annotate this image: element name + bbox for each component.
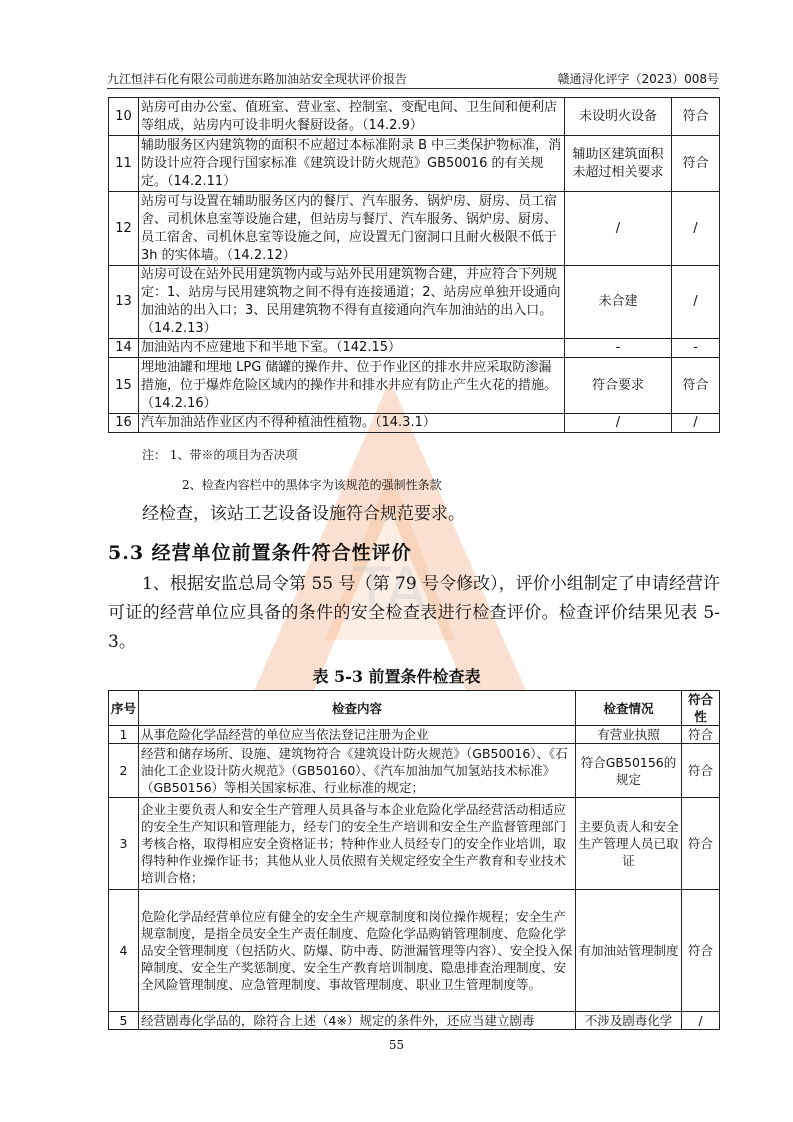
table-row [109, 1012, 720, 1030]
table-row [109, 339, 720, 358]
row-content: 汽车加油站作业区内不得种植油性植物。（14.3.1） [139, 414, 565, 433]
row-number: 10 [109, 98, 139, 136]
row-number: 11 [109, 136, 139, 192]
table-row [109, 744, 720, 798]
svg-text:TA: TA [353, 555, 427, 625]
precondition-table [108, 690, 720, 1030]
row-number: 16 [109, 414, 139, 433]
table-row [109, 358, 720, 414]
table-row [109, 98, 720, 136]
row-status: - [565, 339, 672, 358]
row-status: 符合GB50156的规定 [576, 744, 682, 798]
note-line-2: 2、检查内容栏中的黑体字为该规范的强制性条款 [182, 478, 442, 492]
row-result: / [672, 414, 720, 433]
row-result: 符合 [682, 890, 720, 1012]
table-header-row [109, 691, 720, 726]
row-status: 有营业执照 [576, 726, 682, 744]
row-result: - [672, 339, 720, 358]
row-content: 站房可与设置在辅助服务区内的餐厅、汽车服务、锅炉房、厨房、员工宿舍、司机休息室等设施合建，但站房与餐厅、汽车服务、锅炉房、厨房、员工宿舍、司机休息室等设施之间，应设置无门窗洞口且耐火极限不低于 3h 的实体墙。（14.2.12） [139, 192, 565, 266]
section-title: 5.3 经营单位前置条件符合性评价 [108, 542, 412, 564]
note-line-1: 注： 1、带※的项目为否决项 [142, 448, 298, 462]
inspection-table-continued [108, 97, 720, 433]
row-status: / [565, 414, 672, 433]
row-number: 13 [109, 266, 139, 339]
row-status: 不涉及剧毒化学 [576, 1012, 682, 1030]
row-number: 4 [109, 890, 139, 1012]
row-status: 未合建 [565, 266, 672, 339]
row-content: 经营和储存场所、设施、建筑物符合《建筑设计防火规范》（GB50016）、《石油化工企业设计防火规范》（GB50160）、《汽车加油加气加氢站技术标准》（GB50156）等相关国家标准、行业标准的规定； [139, 744, 576, 798]
table-row [109, 890, 720, 1012]
row-result: 符合 [672, 358, 720, 414]
inspection-table-body [109, 98, 720, 433]
row-content: 加油站内不应建地下和半地下室。（142.15） [139, 339, 565, 358]
page-number: 55 [388, 1038, 405, 1052]
row-result: 符合 [672, 136, 720, 192]
table-row [109, 726, 720, 744]
row-number: 15 [109, 358, 139, 414]
row-status: 符合要求 [565, 358, 672, 414]
row-status: 有加油站管理制度 [576, 890, 682, 1012]
table-row [109, 414, 720, 433]
table-row [109, 266, 720, 339]
row-number: 2 [109, 744, 139, 798]
table-row [109, 192, 720, 266]
row-content: 经营剧毒化学品的，除符合上述（4※）规定的条件外，还应当建立剧毒 [139, 1012, 576, 1030]
row-number: 1 [109, 726, 139, 744]
row-result: 符合 [682, 798, 720, 890]
header-status: 检查情况 [576, 691, 682, 726]
row-content: 埋地油罐和埋地 LPG 储罐的操作井、位于作业区的排水井应采取防渗漏措施，位于爆炸危险区域内的操作井和排水井应有防止产生火花的措施。（14.2.16） [139, 358, 565, 414]
row-content: 辅助服务区内建筑物的面积不应超过本标准附录 B 中三类保护物标准，消防设计应符合现行国家标准《建筑设计防火规范》GB50016 的有关规定。（14.2.11） [139, 136, 565, 192]
table-row [109, 136, 720, 192]
row-result: 符合 [682, 726, 720, 744]
row-result: / [672, 192, 720, 266]
precondition-table-body [109, 726, 720, 1030]
table-row [109, 798, 720, 890]
header-no: 序号 [109, 691, 139, 726]
row-number: 3 [109, 798, 139, 890]
row-result: / [672, 266, 720, 339]
row-result: 符合 [672, 98, 720, 136]
header-result: 符合性 [682, 691, 720, 726]
row-content: 从事危险化学品经营的单位应当依法登记注册为企业 [139, 726, 576, 744]
page-header [107, 68, 719, 89]
row-result: / [682, 1012, 720, 1030]
row-status: / [565, 192, 672, 266]
row-status: 未设明火设备 [565, 98, 672, 136]
row-content: 企业主要负责人和安全生产管理人员具备与本企业危险化学品经营活动相适应的安全生产知识和管理能力，经专门的安全生产培训和安全生产监督管理部门考核合格，取得相应安全资格证书；特种作业人员经专门的安全作业培训，取得特种作业操作证书；其他从业人员依照有关规定经安全生产教育和专业技术培训合格； [139, 798, 576, 890]
row-content: 站房可设在站外民用建筑物内或与站外民用建筑物合建，并应符合下列规定：1、站房与民用建筑物之间不得有连接通道；2、站房应单独开设通向加油站的出入口；3、民用建筑物不得有直接通向汽车加油站的出入口。（14.2.13） [139, 266, 565, 339]
table-caption: 表 5-3 前置条件检查表 [312, 667, 481, 686]
row-result: 符合 [682, 744, 720, 798]
section-paragraph: 1、根据安监总局令第 55 号（第 79 号令修改），评价小组制定了申请经营许可证的经营单位应具备的条件的安全检查表进行检查评价。检查评价结果见表 5-3。 [108, 574, 720, 652]
row-status: 辅助区建筑面积未超过相关要求 [565, 136, 672, 192]
header-content: 检查内容 [139, 691, 576, 726]
header-title: 九江恒沣石化有限公司前进东路加油站安全现状评价报告 [107, 72, 408, 86]
row-number: 5 [109, 1012, 139, 1030]
header-report-number: 赣通浔化评字（2023）008号 [557, 72, 719, 86]
row-content: 危险化学品经营单位应有健全的安全生产规章制度和岗位操作规程；安全生产规章制度，是指全员安全生产责任制度、危险化学品购销管理制度、危险化学品安全管理制度（包括防火、防爆、防中毒、防泄漏管理等内容）、安全投入保障制度、安全生产奖惩制度、安全生产教育培训制度、隐患排查治理制度、安全风险管理制度、应急管理制度、事故管理制度、职业卫生管理制度等。 [139, 890, 576, 1012]
row-status: 主要负责人和安全生产管理人员已取证 [576, 798, 682, 890]
row-number: 12 [109, 192, 139, 266]
conclusion-text: 经检查，该站工艺设备设施符合规范要求。 [142, 504, 465, 524]
row-content: 站房可由办公室、值班室、营业室、控制室、变配电间、卫生间和便利店等组成，站房内可设非明火餐厨设备。（14.2.9） [139, 98, 565, 136]
row-number: 14 [109, 339, 139, 358]
